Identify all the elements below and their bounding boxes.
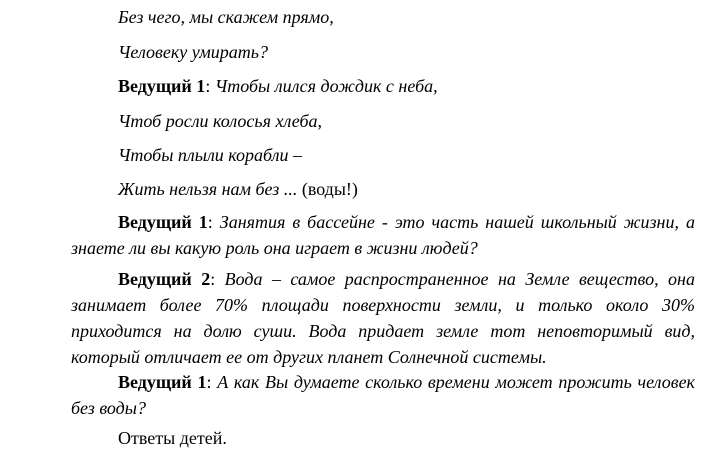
paragraph-host1-verse xyxy=(118,75,438,97)
speaker-separator: : xyxy=(206,372,218,392)
paragraph-host1-pool xyxy=(71,209,695,261)
verse-answer: (воды!) xyxy=(301,179,358,199)
speech-text: Вода – самое распространенное на Земле вещество, она занимает более 70% площади поверхности земли, и только около 30% приходится на долю суши. Вода придает земле тот неповторимый вид, который отличает ее от других планет Солнечной системы. xyxy=(71,269,695,367)
verse-line-1: Без чего, мы скажем прямо, xyxy=(118,7,334,27)
verse-line-2: Человеку умирать? xyxy=(118,42,268,62)
speaker-label: Ведущий 1 xyxy=(118,372,207,392)
paragraph-children-answers: Ответы детей. xyxy=(118,428,227,448)
speech-text: А как Вы думаете сколько времени может прожить человек без воды? xyxy=(71,372,695,418)
verse-line-5 xyxy=(118,178,358,200)
speaker-label: Ведущий 1 xyxy=(118,76,206,96)
verse-line-4: Чтобы плыли корабли – xyxy=(118,145,302,165)
verse-text: Жить нельзя нам без ... xyxy=(118,179,302,199)
speech-text: Занятия в бассейне - это часть нашей школьный жизни, а знаете ли вы какую роль она играет в жизни людей? xyxy=(71,212,695,258)
speech-text: Чтобы лился дождик с неба, xyxy=(214,76,438,96)
verse-line-3: Чтоб росли колосья хлеба, xyxy=(118,111,323,131)
speaker-label: Ведущий 1 xyxy=(118,212,208,232)
paragraph-host2-water xyxy=(71,266,695,370)
speaker-separator: : xyxy=(205,76,215,96)
speaker-separator: : xyxy=(207,212,220,232)
paragraph-host1-question xyxy=(71,369,695,421)
speaker-label: Ведущий 2 xyxy=(118,269,211,289)
speaker-separator: : xyxy=(210,269,225,289)
